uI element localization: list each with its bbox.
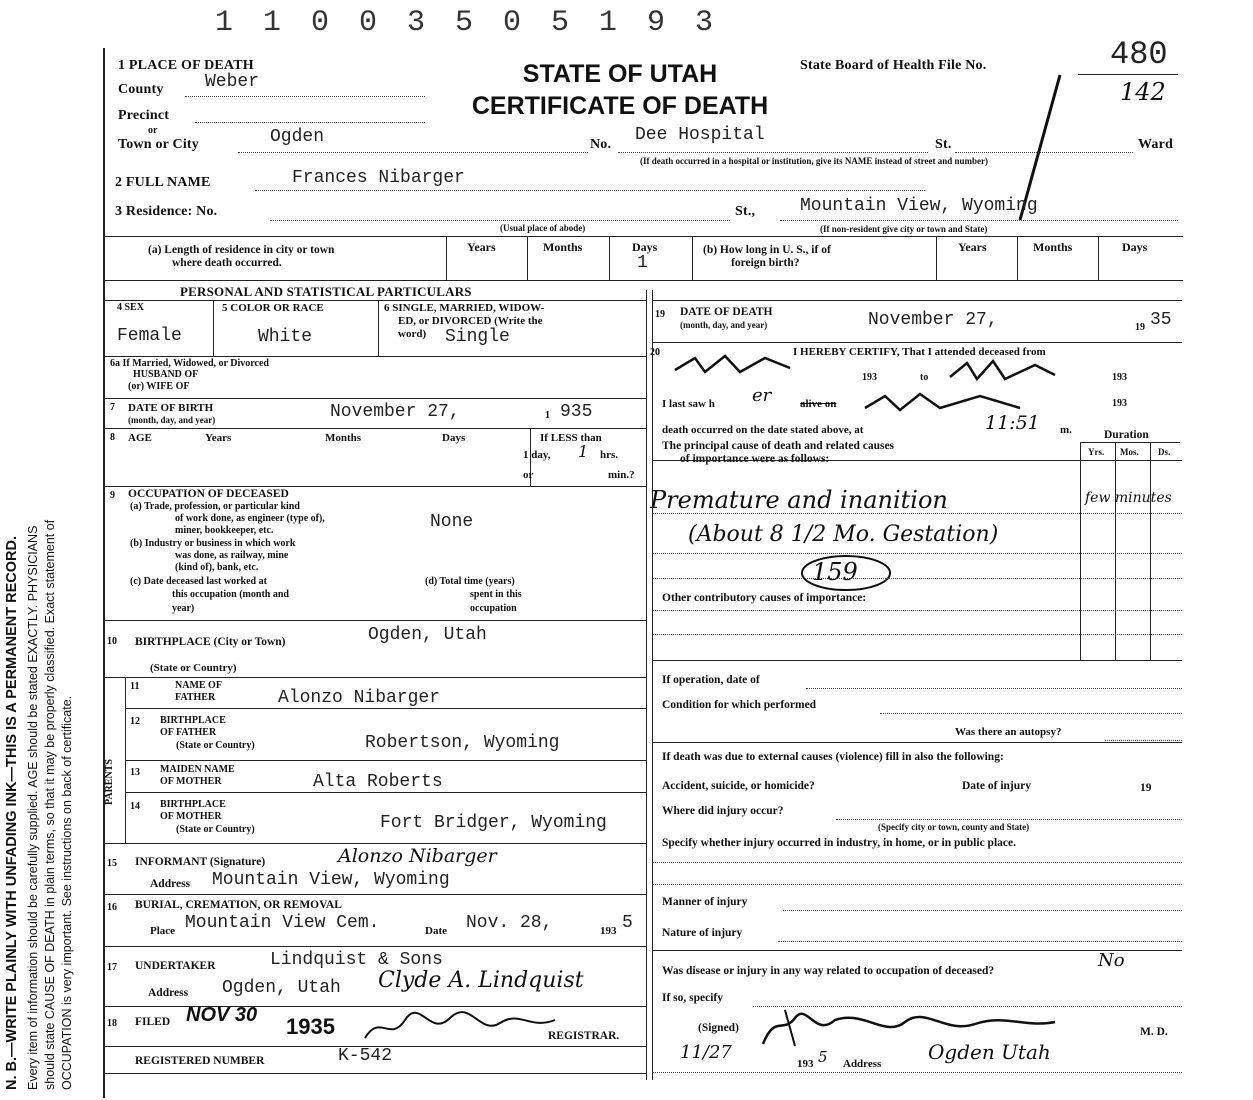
operation-date-line	[806, 688, 1182, 689]
fbp-label-1: BIRTHPLACE	[160, 715, 226, 726]
burial-row-bottom	[103, 946, 646, 947]
usual-abode-note: (Usual place of abode)	[500, 223, 586, 233]
mbp-label-1: BIRTHPLACE	[160, 799, 226, 810]
file-number: 480	[1110, 36, 1168, 73]
informant-address-label: Address	[150, 878, 191, 890]
precinct-line	[195, 122, 425, 123]
res-years-label: Years	[467, 240, 496, 254]
duration-col-1	[1080, 442, 1081, 660]
occ-b2: was done, as railway, mine	[175, 550, 289, 561]
father-row-bottom	[125, 708, 646, 709]
num-10: 10	[107, 636, 117, 647]
fbp-label-3: (State or Country)	[176, 740, 255, 751]
cause-line-4	[652, 610, 1182, 611]
marital-label-1: 6 SINGLE, MARRIED, WIDOW-	[384, 302, 545, 314]
external-label: If death was due to external causes (violence) fill in also the following:	[662, 751, 1004, 763]
margin-note-1: N. B.—WRITE PLAINLY WITH UNFADING INK—THIS IS A PERMANENT RECORD.	[4, 536, 20, 1090]
margin-note-4: OCCUPATION is very important. See instructions on back of certificate.	[60, 695, 74, 1090]
duration-col-2	[1115, 442, 1116, 660]
burial-date: Nov. 28,	[466, 913, 553, 933]
town-value: Ogden	[270, 127, 325, 147]
cause-code: 159	[812, 558, 858, 586]
age-row-bottom	[103, 486, 646, 487]
spouse-row-bottom	[103, 398, 646, 399]
n-13: 13	[130, 767, 140, 778]
color-value: White	[258, 327, 313, 347]
sign-year-prefix: 193	[797, 1058, 814, 1070]
where-label: Where did injury occur?	[662, 805, 784, 817]
spouse-label-2: HUSBAND OF	[133, 369, 199, 380]
no-label: No.	[590, 137, 612, 152]
last-saw-scribble	[860, 386, 1080, 418]
marital-value: Single	[445, 327, 510, 347]
n-14: 14	[130, 801, 140, 812]
certify-text: I HEREBY CERTIFY, That I attended deceased from	[793, 346, 1046, 358]
signed-label: (Signed)	[698, 1022, 739, 1034]
min-label: min.?	[608, 469, 635, 481]
occ-a3: miner, bookkeeper, etc.	[175, 525, 274, 536]
dob-year-prefix: 1	[545, 410, 550, 421]
spouse-label-3: (or) WIFE OF	[128, 381, 190, 392]
spouse-label-1: 6a If Married, Widowed, or Divorced	[110, 358, 269, 369]
residence-value: Mountain View, Wyoming	[800, 196, 1038, 216]
hrs-value: 1	[578, 442, 589, 461]
marital-label-3: word)	[398, 328, 427, 340]
principal-label-1: The principal cause of death and related causes	[662, 440, 895, 452]
filed-year-stamp: 1935	[286, 1014, 335, 1039]
condition-label: Condition for which performed	[662, 699, 817, 711]
n-12: 12	[130, 716, 140, 727]
undertaker-address: Ogden, Utah	[222, 978, 341, 998]
county-label: County	[118, 82, 164, 97]
other-causes-label: Other contributory causes of importance:	[662, 592, 867, 604]
dob-label-1: DATE OF BIRTH	[128, 402, 214, 414]
residence-label: 3 Residence: No.	[115, 204, 218, 219]
undertaker-label: UNDERTAKER	[135, 960, 216, 972]
undertaker-address-label: Address	[148, 987, 189, 999]
day-label: 1 day,	[523, 449, 551, 461]
undertaker-row-bottom	[103, 1006, 646, 1007]
num-16: 16	[107, 902, 117, 913]
occ-c1: (c) Date deceased last worked at	[130, 576, 267, 587]
nonresident-note: (If non-resident give city or town and State)	[820, 224, 988, 234]
st-label: St.	[935, 137, 952, 152]
fbp-row-bottom	[125, 760, 646, 761]
mbp-value: Fort Bridger, Wyoming	[380, 813, 607, 833]
principal-label-2: of importance were as follows:	[680, 453, 830, 465]
hospital-note: (If death occurred in a hospital or institution, give its NAME instead of street and number)	[640, 156, 989, 166]
file-line	[1078, 74, 1178, 75]
where-line	[836, 819, 1182, 820]
ward-label: Ward	[1138, 137, 1174, 152]
autopsy-row-bottom	[652, 742, 1182, 743]
accident-label: Accident, suicide, or homicide?	[662, 780, 815, 792]
informant-signature: Alonzo Nibarger	[338, 845, 497, 867]
certify-from-scribble	[670, 350, 870, 382]
cause-line-3	[652, 578, 1182, 579]
age-days-label: Days	[442, 432, 466, 444]
birthplace-label: BIRTHPLACE (City or Town)	[135, 636, 286, 648]
parents-side-label: PARENTS	[104, 759, 115, 805]
center-divider-2	[652, 290, 653, 1080]
residence-box-bottom	[103, 280, 1183, 281]
related-value: No	[1098, 950, 1125, 971]
sign-address: Ogden Utah	[928, 1040, 1051, 1064]
occ-b3: (kind of), bank, etc.	[175, 562, 259, 573]
dob-row-bottom	[103, 428, 646, 429]
sex-row-top	[103, 300, 646, 301]
burial-year: 5	[622, 913, 633, 933]
occ-d2: spent in this	[470, 589, 522, 600]
county-value: Weber	[205, 72, 260, 92]
fbp-value: Robertson, Wyoming	[365, 733, 560, 753]
mother-label-1: MAIDEN NAME	[160, 764, 235, 775]
age-years-label: Years	[205, 432, 232, 444]
fbp-label-2: OF FATHER	[160, 727, 217, 738]
us-col-2	[1017, 236, 1018, 280]
right-top-line	[652, 300, 1182, 301]
less-label: If LESS than	[540, 432, 602, 444]
residence-line	[270, 220, 730, 221]
birthplace-value: Ogden, Utah	[368, 625, 487, 645]
related-label: Was disease or injury in any way related to occupation of deceased?	[662, 965, 995, 977]
sex-value: Female	[117, 326, 182, 346]
residence-st-label: St.,	[735, 204, 756, 219]
length-label-1: (a) Length of residence in city or town	[148, 244, 335, 256]
burial-year-prefix: 193	[600, 925, 617, 937]
burial-date-label: Date	[425, 925, 447, 937]
residence-box-top	[103, 236, 1183, 237]
parents-bottom	[103, 843, 646, 844]
dob-year: 935	[560, 402, 593, 422]
hospital-value: Dee Hospital	[635, 125, 765, 145]
us-years-label: Years	[958, 240, 987, 254]
specify-note: (Specify city or town, county and State)	[878, 822, 1030, 832]
num-15: 15	[107, 858, 117, 869]
marital-row-bottom	[103, 356, 646, 357]
res-months-label: Months	[543, 240, 583, 254]
undertaker-value: Lindquist & Sons	[270, 950, 443, 970]
father-label-2: FATHER	[175, 692, 216, 703]
hospital-line	[618, 152, 928, 153]
occ-b1: (b) Industry or business in which work	[130, 538, 296, 549]
filed-date-stamp: NOV 30	[186, 1004, 258, 1026]
town-label: Town or City	[118, 137, 199, 152]
informant-label: INFORMANT (Signature)	[135, 856, 266, 868]
occurred-label: death occurred on the date stated above, at	[662, 424, 864, 436]
name-line	[255, 190, 925, 191]
informant-row-bottom	[103, 894, 646, 895]
death-row-bottom	[652, 342, 1182, 343]
operation-date-label: If operation, date of	[662, 674, 760, 686]
autopsy-line	[1105, 740, 1182, 741]
cause-primary: Premature and inanition	[650, 486, 948, 514]
board-file-label: State Board of Health File No.	[800, 58, 987, 73]
cause-header-bottom	[652, 460, 1182, 461]
age-months-label: Months	[325, 432, 362, 444]
color-label: 5 COLOR OR RACE	[222, 302, 324, 314]
occupation-row-bottom	[103, 620, 646, 621]
last-saw-handwritten: er	[752, 385, 772, 406]
n-11: 11	[130, 681, 140, 692]
sign-year: 5	[818, 1048, 828, 1066]
left-border	[103, 48, 105, 1098]
injury-year: 19	[1140, 782, 1152, 794]
alive-on-label: alive on	[800, 398, 837, 410]
mother-value: Alta Roberts	[313, 772, 443, 792]
mbp-label-3: (State or Country)	[176, 824, 255, 835]
cause-section-bottom	[652, 660, 1182, 661]
us-months-label: Months	[1033, 240, 1073, 254]
occ-c3: year)	[172, 603, 195, 614]
us-days-label: Days	[1122, 240, 1148, 254]
registrar-signature	[360, 1008, 560, 1048]
res-col-1	[446, 236, 447, 280]
sign-date: 11/27	[680, 1042, 732, 1063]
filed-label: FILED	[135, 1016, 171, 1028]
occupation-heading: OCCUPATION OF DECEASED	[128, 488, 289, 500]
num-17: 17	[107, 962, 117, 973]
cause-duration: few minutes	[1085, 490, 1172, 506]
injury-date-label: Date of injury	[962, 780, 1031, 792]
us-label-1: (b) How long in U. S., if of	[703, 244, 831, 256]
center-divider	[646, 290, 647, 1080]
res-col-4	[692, 236, 693, 280]
county-line	[185, 96, 425, 97]
sex-col	[213, 300, 214, 356]
dur-mos-label: Mos.	[1120, 447, 1139, 457]
death-year-prefix: 19	[1135, 322, 1145, 333]
cause-secondary: (About 8 1/2 Mo. Gestation)	[688, 522, 999, 547]
burial-label: BURIAL, CREMATION, OR REMOVAL	[135, 899, 342, 911]
sex-label: 4 SEX	[117, 302, 144, 313]
dur-ds-label: Ds.	[1158, 447, 1171, 457]
res-days-value: 1	[637, 253, 648, 273]
res-col-3	[609, 236, 610, 280]
num-19: 19	[655, 309, 665, 320]
place-heading: 1 PLACE OF DEATH	[118, 58, 254, 73]
occ-d3: occupation	[470, 603, 517, 614]
last-saw-year: 193	[1112, 398, 1127, 409]
industry-line	[652, 862, 1182, 863]
color-col	[378, 300, 379, 356]
nature-label: Nature of injury	[662, 927, 743, 939]
res-days-label: Days	[632, 240, 658, 254]
dob-value: November 27,	[330, 402, 460, 422]
serial-number: 1 1 0 0 3 5 0 5 1 9 3	[215, 6, 720, 40]
personal-heading: PERSONAL AND STATISTICAL PARTICULARS	[180, 284, 472, 299]
mother-label-2: OF MOTHER	[160, 776, 222, 787]
full-name-label: 2 FULL NAME	[115, 175, 211, 190]
duration-header-line	[1080, 442, 1180, 443]
registered-row-bottom	[103, 1073, 646, 1074]
industry-line-2	[652, 884, 1182, 885]
length-label-2: where death occurred.	[172, 257, 282, 269]
certify-from-year: 193	[862, 372, 877, 383]
num-20: 20	[650, 347, 660, 358]
address-line	[652, 1072, 1182, 1073]
death-time: 11:51	[985, 412, 1040, 434]
mother-row-bottom	[125, 792, 646, 793]
mbp-label-2: OF MOTHER	[160, 811, 222, 822]
death-date-value: November 27,	[868, 310, 998, 330]
informant-address: Mountain View, Wyoming	[212, 870, 450, 890]
if-so-label: If so, specify	[662, 992, 724, 1004]
manner-label: Manner of injury	[662, 896, 748, 908]
full-name-value: Frances Nibarger	[292, 168, 465, 188]
us-col-3	[1098, 236, 1099, 280]
birthplace-row-bottom	[103, 677, 646, 678]
last-saw-label: I last saw h	[662, 398, 715, 410]
father-value: Alonzo Nibarger	[278, 688, 441, 708]
duration-col-3	[1150, 442, 1151, 660]
or-label: or	[148, 125, 158, 136]
sign-address-label: Address	[843, 1058, 882, 1070]
autopsy-label: Was there an autopsy?	[955, 726, 1062, 738]
occupation-value: None	[430, 512, 474, 532]
burial-place-label: Place	[150, 925, 176, 937]
file-number-handwritten: 142	[1120, 78, 1166, 106]
title-state: STATE OF UTAH	[522, 60, 718, 88]
town-line	[238, 152, 588, 153]
registered-label: REGISTERED NUMBER	[135, 1055, 265, 1067]
undertaker-signature: Clyde A. Lindquist	[378, 968, 584, 993]
dob-label-2: (month, day, and year)	[128, 415, 216, 425]
registered-value: K-542	[338, 1046, 393, 1066]
duration-label: Duration	[1104, 429, 1149, 441]
nature-line	[778, 941, 1182, 942]
res-col-2	[527, 236, 528, 280]
birthplace-state-label: (State or Country)	[150, 662, 237, 674]
occ-d1: (d) Total time (years)	[425, 576, 515, 587]
md-label: M. D.	[1140, 1026, 1168, 1038]
burial-place: Mountain View Cem.	[185, 913, 380, 933]
cause-code-circle	[798, 552, 898, 594]
precinct-label: Precinct	[118, 108, 170, 123]
hrs-label: hrs.	[600, 449, 619, 461]
age-label: AGE	[128, 432, 152, 444]
father-label-1: NAME OF	[175, 680, 222, 691]
num-7: 7	[110, 402, 115, 413]
occ-c2: this occupation (month and	[172, 589, 289, 600]
occ-a2: of work done, as engineer (type of),	[175, 513, 325, 524]
num-18: 18	[107, 1018, 117, 1029]
margin-note-3: should state CAUSE OF DEATH in plain terms, so that it may be properly classified. Exact statement of	[43, 519, 57, 1090]
cause-line-5	[652, 634, 1182, 635]
industry-label: Specify whether injury occurred in industry, in home, or in public place.	[662, 837, 1016, 849]
marital-label-2: ED, or DIVORCED (Write the	[398, 315, 543, 327]
death-date-label-1: DATE OF DEATH	[680, 306, 773, 318]
certify-to-label: to	[920, 372, 929, 383]
manner-line	[783, 910, 1182, 911]
num-9: 9	[110, 490, 115, 501]
residence-line-2	[780, 220, 1178, 221]
dur-yrs-label: Yrs.	[1088, 447, 1105, 457]
cause-line-1	[652, 513, 1182, 514]
margin-note-2: Every item of information should be carefully supplied. AGE should be stated EXACTLY. PHYSICIANS	[26, 525, 40, 1090]
us-col-1	[936, 236, 937, 280]
num-8: 8	[110, 432, 115, 443]
death-year: 35	[1150, 310, 1172, 330]
certify-to-year: 193	[1112, 372, 1127, 383]
certify-to-scribble	[945, 355, 1095, 387]
registrar-label: REGISTRAR.	[548, 1030, 620, 1042]
condition-line	[880, 713, 1182, 714]
m-label: m.	[1060, 424, 1072, 436]
death-date-label-2: (month, day, and year)	[680, 320, 768, 330]
title-certificate: CERTIFICATE OF DEATH	[471, 92, 769, 120]
or-min-label: or	[523, 469, 534, 481]
occ-a1: (a) Trade, profession, or particular kind	[130, 501, 300, 512]
us-label-2: foreign birth?	[731, 257, 800, 269]
cause-line-2	[652, 553, 1182, 554]
st-line	[955, 152, 1133, 153]
